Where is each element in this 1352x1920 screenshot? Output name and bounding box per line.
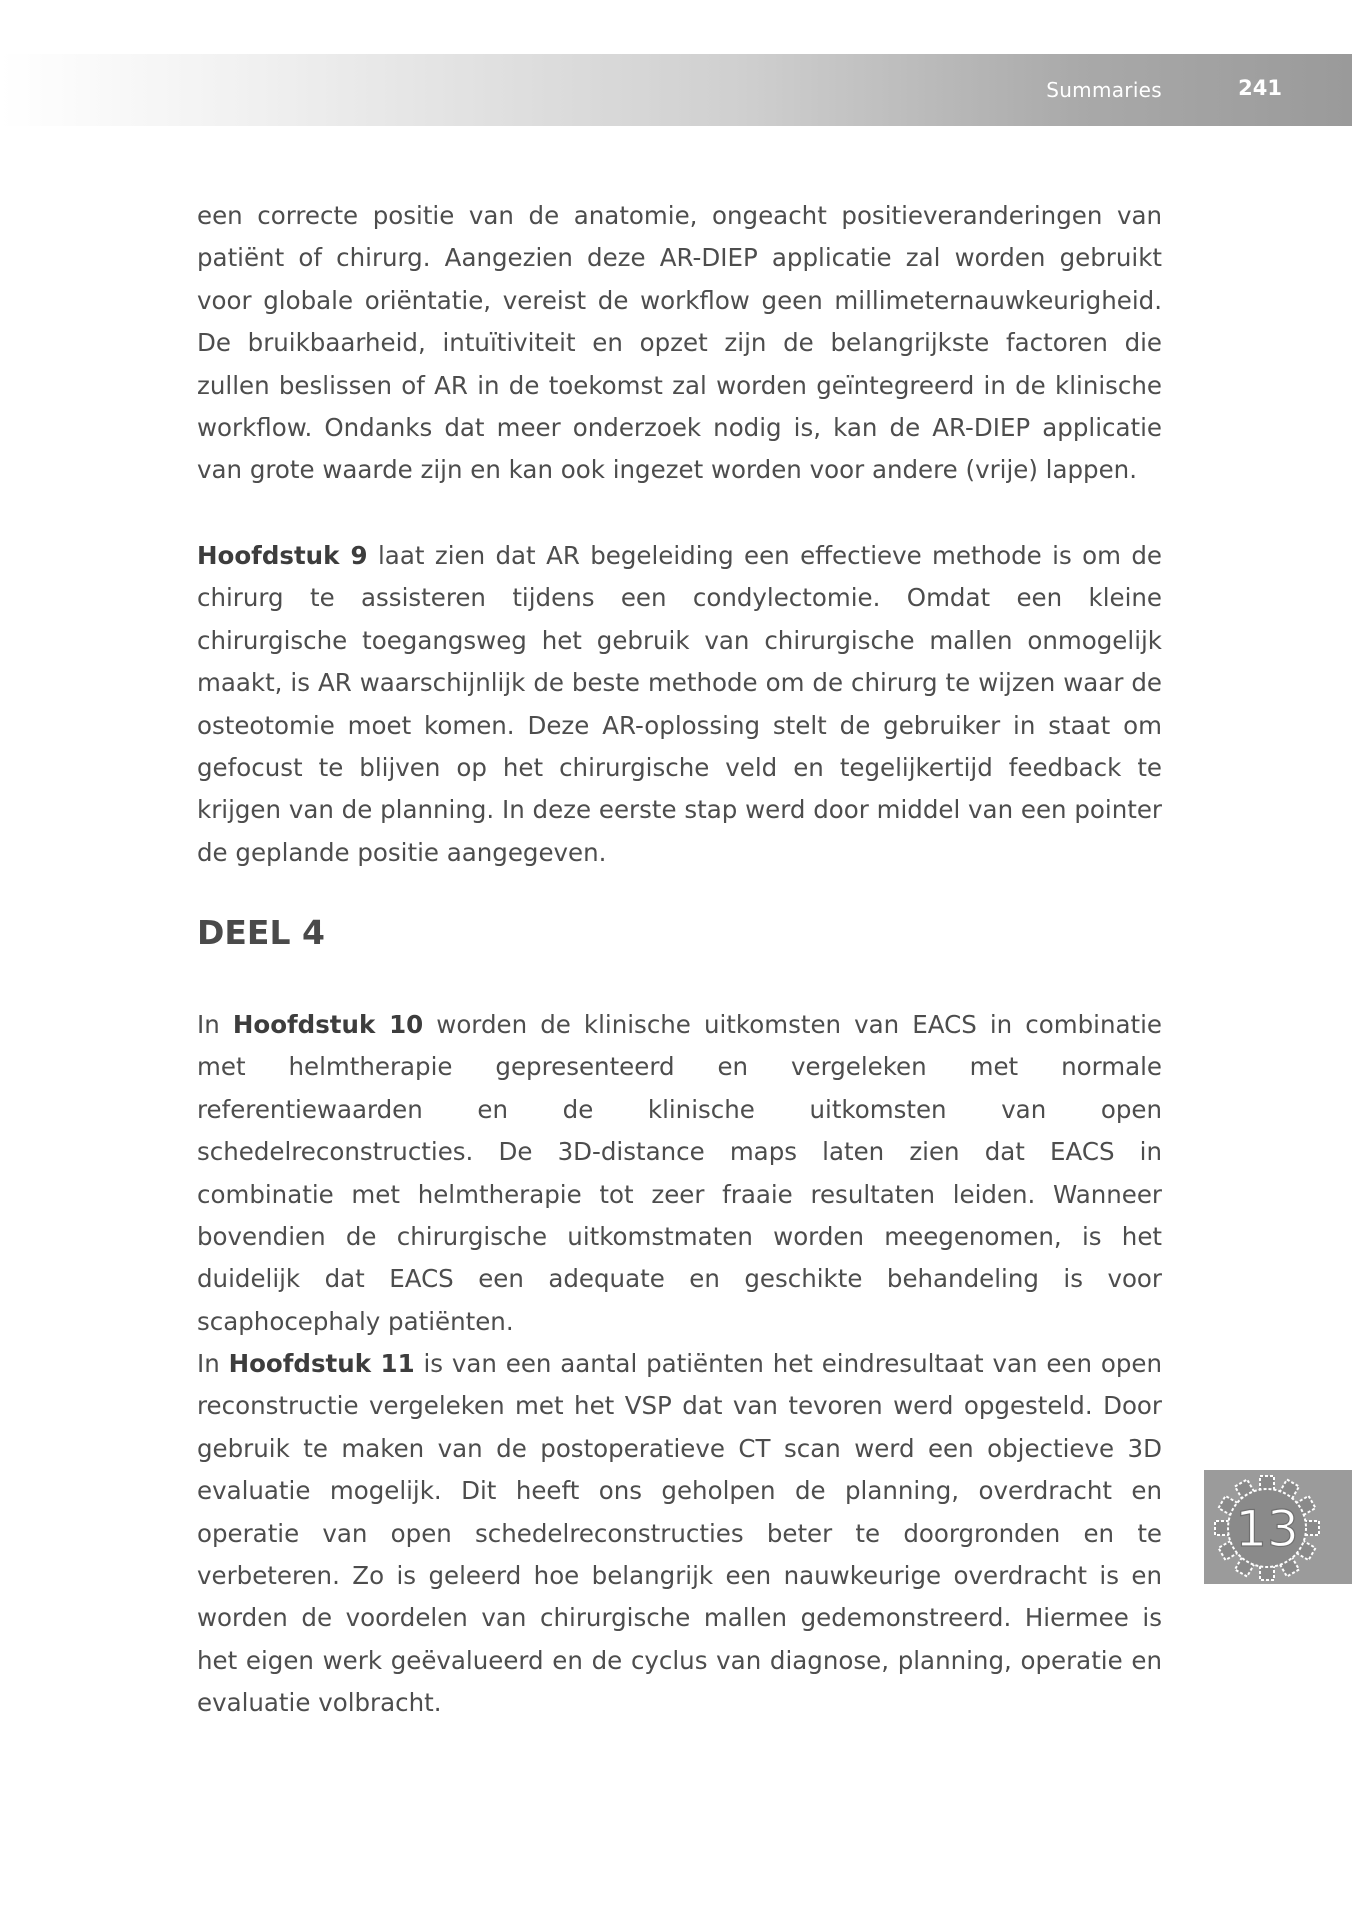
paragraph-text: een correcte positie van de anatomie, ongeacht positieveranderingen van patiënt of chirurg. Aangezien deze AR-DIEP applicatie zal worden gebruikt voor globale oriëntatie, vereist de workflow geen millimeternauwkeurigheid. De bruikbaarheid, intuïtiviteit en opzet zijn de belangrijkste factoren die zullen beslissen of AR in de toekomst zal worden geïntegreerd in de klinische workflow. Ondanks dat meer onderzoek nodig is, kan de AR-DIEP applicatie van grote waarde zijn en kan ook ingezet worden voor andere (vrije) lappen. [197, 201, 1162, 485]
paragraph-text: worden de klinische uitkomsten van EACS in combinatie met helmtherapie gepresenteerd en vergeleken met normale referentiewaarden en de klinische uitkomsten van open schedelreconstructies. De 3D-distance maps laten zien dat EACS in combinatie met helmtherapie tot zeer fraaie resultaten leiden. Wanneer bovendien de chirurgische uitkomstmaten worden meegenomen, is het duidelijk dat EACS een adequate en geschikte behandeling is voor scaphocephaly patiënten. [197, 1010, 1162, 1336]
running-header-section-title: Summaries [1046, 78, 1162, 102]
chapter-reference-bold: Hoofdstuk 9 [197, 541, 368, 570]
paragraph-text: is van een aantal patiënten het eindresultaat van een open reconstructie vergeleken met het VSP dat van tevoren werd opgesteld. Door gebruik te maken van de postoperatieve CT scan werd een objectieve 3D evaluatie mogelijk. Dit heeft ons geholpen de planning, overdracht en operatie van open schedelreconstructies beter te doorgronden en te verbeteren. Zo is geleerd hoe belangrijk een nauwkeurige overdracht is en worden de voordelen van chirurgische mallen gedemonstreerd. Hiermee is het eigen werk geëvalueerd en de cyclus van diagnose, planning, operatie en evaluatie volbracht. [197, 1349, 1162, 1718]
chapter-reference-bold: Hoofdstuk 10 [232, 1010, 424, 1039]
paragraph-text: laat zien dat AR begeleiding een effectieve methode is om de chirurg te assisteren tijdens een condylectomie. Omdat een kleine chirurgische toegangsweg het gebruik van chirurgische mallen onmogelijk maakt, is AR waarschijnlijk de beste methode om de chirurg te wijzen waar de osteotomie moet komen. Deze AR-oplossing stelt de gebruiker in staat om gefocust te blijven op het chirurgische veld en tegelijkertijd feedback te krijgen van de planning. In deze eerste stap werd door middel van een pointer de geplande positie aangegeven. [197, 541, 1162, 867]
page-number: 241 [1238, 76, 1282, 100]
section-heading-deel-4: DEEL 4 [197, 913, 325, 952]
chapter-reference-bold: Hoofdstuk 11 [228, 1349, 415, 1378]
paragraph-hoofdstuk-11 [197, 1343, 1162, 1725]
paragraph-hoofdstuk-10 [197, 1004, 1162, 1343]
paragraph-prefix: In [197, 1010, 233, 1039]
gear-icon [1213, 1474, 1321, 1582]
paragraph-prefix: In [197, 1349, 229, 1378]
paragraph-ar-diep-continuation [197, 195, 1162, 492]
paragraph-hoofdstuk-9 [197, 535, 1162, 874]
chapter-number: 13 [1235, 1500, 1299, 1558]
